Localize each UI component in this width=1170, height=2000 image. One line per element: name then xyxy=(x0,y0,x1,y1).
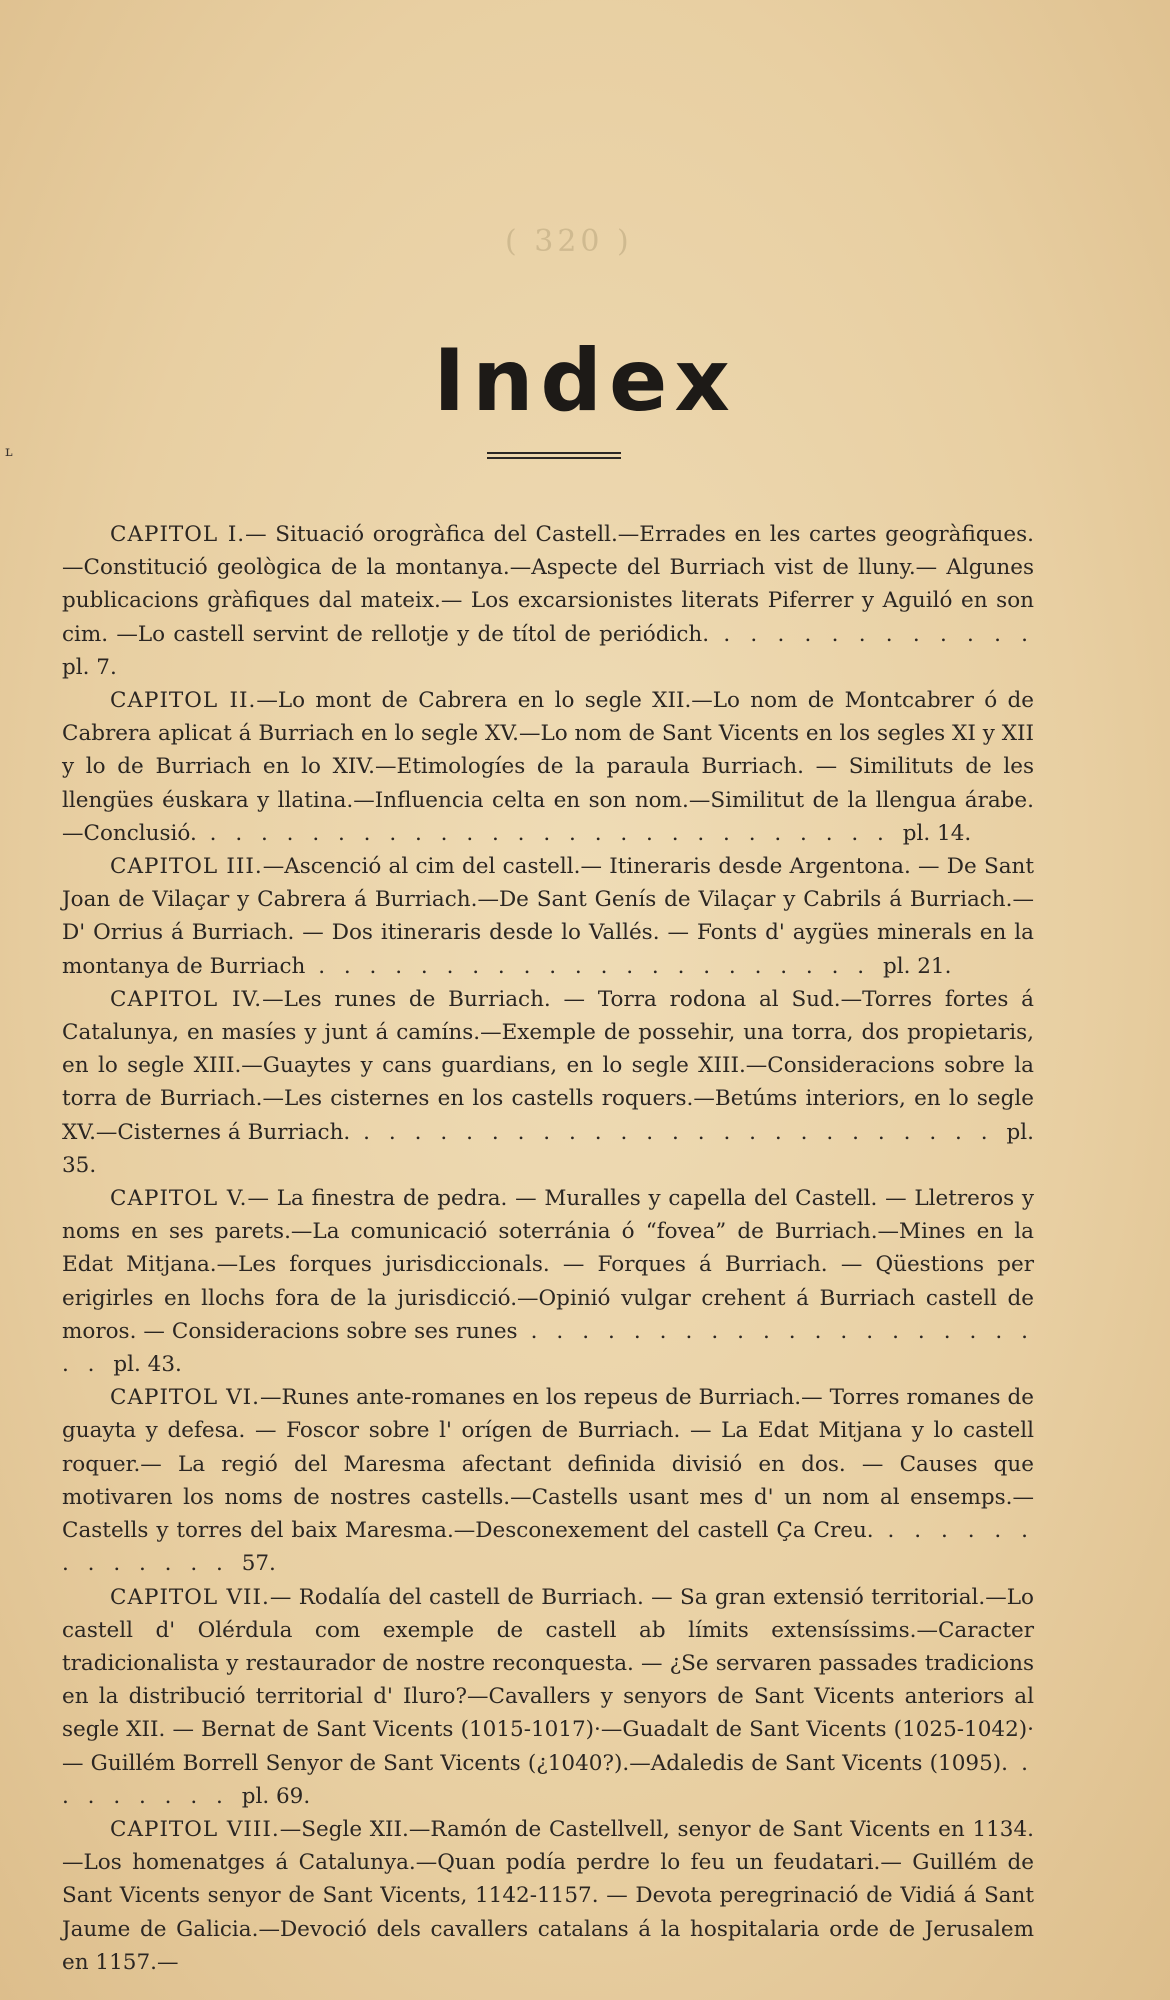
page-reference: 57. xyxy=(241,1551,276,1577)
page-reference: pl. 69. xyxy=(241,1783,311,1809)
dot-leader: . . . . . . . . . . . . xyxy=(709,621,1034,647)
dot-leader: . . . . . . . . . . . . . . . . . . . . . . . . . xyxy=(350,1119,1007,1145)
chapter-label: CAPITOL VII. xyxy=(110,1584,270,1610)
chapter-summary: —Les runes de Burriach. — Torra rodona al Sud.—Torres fortes á Catalunya, en masíes y junt á camíns.—Exemple de possehir, una torra, dos propietaris, en lo segle XIII.—Guaytes y cans guardians, en lo segle XIII.—Consideracions sobre la torra de Burriach.—Les cisternes en los castells roquers.—Betúms interiors, en lo segle XV.—Cisternes á Burriach. xyxy=(62,986,1034,1145)
dot-leader: . . . . . . . . . . . . . . . . . . . . . . . . . . . xyxy=(196,820,903,846)
chapter-summary: — La finestra de pedra. — Muralles y capella del Castell. — Lletreros y noms en ses parets.—La comunicació soterránia ó “fovea” de Burriach.—Mines en la Edat Mitjana.—Les forques jurisdiccionals. — Forques á Burriach. — Qüestions per erigirles en llochs fora de la jurisdicció.—Opinió vulgar crehent á Burriach castell de moros. — Consideracions sobre ses runes xyxy=(62,1186,1034,1344)
page-reference: pl. 7. xyxy=(62,654,117,680)
title-double-rule xyxy=(487,452,621,459)
dot-leader: . . . . . . . . . . . . . xyxy=(62,1518,1034,1577)
chapter-entry-7 xyxy=(62,1581,1034,1813)
chapter-summary: —Ascenció al cim del castell.— Itineraris desde Argentona. — De Sant Joan de Vilaçar y Cabrera á Burriach.—De Sant Genís de Vilaçar y Cabrils á Burriach.—D' Orrius á Burriach. — Dos itineraris desde lo Vallés. — Fonts d' aygües minerals en la montanya de Burriach xyxy=(62,854,1035,979)
chapter-label: CAPITOL III. xyxy=(110,854,263,880)
margin-mark: ʟ xyxy=(5,444,13,460)
chapter-summary: —Lo mont de Cabrera en lo segle XII.—Lo nom de Montcabrer ó de Cabrera aplicat á Burriach en lo segle XV.—Lo nom de Sant Vicents en los segles XI y XII y lo de Burriach en lo XIV.—Etimologíes de la paraula Burriach. — Similituts de les llengües éuskara y llatina.—Influencia celta en son nom.—Similitut de la llengua árabe.—Conclusió. xyxy=(62,688,1034,846)
page-reference: pl. 21. xyxy=(882,953,952,979)
dot-leader: . . . . . . . . . . . . . . . . . . . . . . xyxy=(62,1318,1035,1378)
chapter-entry-1 xyxy=(62,518,1034,684)
chapter-label: CAPITOL V. xyxy=(110,1186,248,1212)
chapter-entry-2 xyxy=(62,684,1034,850)
chapter-summary: —Segle XII.—Ramón de Castellvell, senyor de Sant Vicents en 1134. —Los homenatges á Catalunya.—Quan podía perdre lo feu un feudatari.— Guillém de Sant Vicents senyor de Sant Vicents, 1142-1157. — Devota peregrinació de Vidiá á Sant Jaume de Galicia.—Devoció dels cavallers catalans á la hospitalaria orde de Jerusalem en 1157.— xyxy=(62,1816,1034,1975)
chapter-label: CAPITOL II. xyxy=(110,688,257,714)
dot-leader: . . . . . . . . xyxy=(62,1750,1034,1809)
chapter-summary: — Situació orogràfica del Castell.—Errades en les cartes geogràfiques.—Constitució geològica de la montanya.—Aspecte del Burriach vist de lluny.— Algunes publicacions gràfiques dal mateix.— Los excarsionistes literats Piferrer y Aguiló en son cim. —Lo castell servint de rellotje y de títol de periódich. xyxy=(62,522,1034,647)
bleed-through-page-number: ( 320 ) xyxy=(505,224,633,259)
dot-leader: . . . . . . . . . . . . . . . . . . . . . . xyxy=(305,953,883,979)
chapter-summary: — Rodalía del castell de Burriach. — Sa gran extensió territorial.—Lo castell d' Olérdula com exemple de castell ab límits extensíssims.—Caracter tradicionalista y restaurador de nostre reconquesta. — ¿Se servaren passades tradicions en la distribució territorial d' Iluro?—Cavallers y senyors de Sant Vicents anteriors al segle XII. — Bernat de Sant Vicents (1015-1017)·—Guadalt de Sant Vicents (1025-1042)· — Guillém Borrell Senyor de Sant Vicents (¿1040?).—Adaledis de Sant Vicents (1095). xyxy=(62,1584,1034,1776)
chapter-summary: —Runes ante-romanes en los repeus de Burriach.— Torres romanes de guayta y defesa. — Foscor sobre l' orígen de Burriach. — La Edat Mitjana y lo castell roquer.— La regió del Maresma afectant definida divisió en dos. — Causes que motivaren los noms de nostres castells.—Castells usant mes d' un nom al ensemps.—Castells y torres del baix Maresma.—Desconexement del castell Ça Creu. xyxy=(62,1385,1034,1544)
chapter-label: CAPITOL I. xyxy=(110,522,246,547)
chapter-label: CAPITOL IV. xyxy=(110,986,263,1012)
chapter-entry-6 xyxy=(62,1381,1034,1580)
index-entries xyxy=(62,518,1034,1979)
chapter-label: CAPITOL VIII. xyxy=(110,1816,280,1842)
chapter-entry-8 xyxy=(62,1813,1034,1979)
chapter-entry-3 xyxy=(62,850,1034,983)
page-reference: pl. 14. xyxy=(902,820,972,846)
chapter-entry-4 xyxy=(62,983,1034,1182)
page-reference: pl. 43. xyxy=(113,1352,182,1378)
chapter-entry-5 xyxy=(62,1182,1034,1381)
chapter-label: CAPITOL VI. xyxy=(110,1385,260,1411)
page-title: Index xyxy=(433,331,737,431)
page-reference: pl. 35. xyxy=(62,1119,1035,1178)
